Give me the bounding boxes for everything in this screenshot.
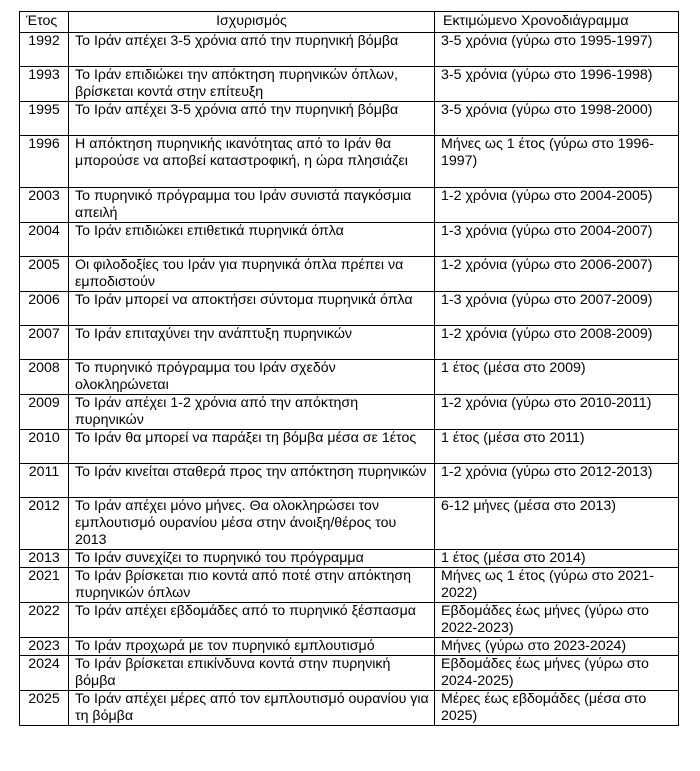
estimated-timeline-cell: 3-5 χρόνια (γύρω στο 1995-1997) [435,33,679,67]
claim-cell: Το Ιράν επιδιώκει την απόκτηση πυρηνικών όπλων, βρίσκεται κοντά στην επίτευξη [69,67,435,102]
year-cell: 2023 [20,638,69,656]
table-row [20,395,679,430]
table-row [20,603,679,638]
year-cell: 2004 [20,223,69,257]
claim-cell: Το Ιράν βρίσκεται πιο κοντά από ποτέ στην απόκτηση πυρηνικών όπλων [69,568,435,603]
year-cell: 2003 [20,188,69,223]
claim-cell: Το Ιράν συνεχίζει το πυρηνικό του πρόγραμμα [69,550,435,568]
estimated-timeline-cell: Εβδομάδες έως μήνες (γύρω στο 2022-2023) [435,603,679,638]
header-estimated-timeline: Εκτιμώμενο Χρονοδιάγραμμα [435,12,679,33]
year-cell: 2010 [20,430,69,464]
year-cell: 2005 [20,257,69,292]
estimated-timeline-cell: Μήνες (γύρω στο 2023-2024) [435,638,679,656]
estimated-timeline-cell: 3-5 χρόνια (γύρω στο 1998-2000) [435,102,679,136]
table-body [20,33,679,726]
claim-cell: Το πυρηνικό πρόγραμμα του Ιράν συνιστά παγκόσμια απειλή [69,188,435,223]
estimated-timeline-cell: 1-2 χρόνια (γύρω στο 2010-2011) [435,395,679,430]
claim-cell: Η απόκτηση πυρηνικής ικανότητας από το Ιράν θα μπορούσε να αποβεί καταστροφική, η ώρα πλησιάζει [69,136,435,188]
claim-cell: Το Ιράν απέχει 3-5 χρόνια από την πυρηνική βόμβα [69,102,435,136]
year-cell: 2021 [20,568,69,603]
table-row [20,257,679,292]
table-row [20,292,679,326]
table-row [20,67,679,102]
estimated-timeline-cell: 1-2 χρόνια (γύρω στο 2006-2007) [435,257,679,292]
table-row [20,136,679,188]
table-header-row [20,12,679,33]
table-row [20,430,679,464]
claim-cell: Το Ιράν απέχει εβδομάδες από το πυρηνικό ξέσπασμα [69,603,435,638]
table-row [20,223,679,257]
table-row [20,102,679,136]
year-cell: 1996 [20,136,69,188]
claim-cell: Το Ιράν επιδιώκει επιθετικά πυρηνικά όπλα [69,223,435,257]
year-cell: 2008 [20,360,69,395]
claim-cell: Το Ιράν κινείται σταθερά προς την απόκτηση πυρηνικών [69,464,435,498]
year-cell: 2011 [20,464,69,498]
table-row [20,656,679,691]
estimated-timeline-cell: Μέρες έως εβδομάδες (μέσα στο 2025) [435,691,679,726]
estimated-timeline-cell: Μήνες ως 1 έτος (γύρω στο 1996-1997) [435,136,679,188]
claim-cell: Το Ιράν μπορεί να αποκτήσει σύντομα πυρηνικά όπλα [69,292,435,326]
year-cell: 2024 [20,656,69,691]
claim-cell: Το Ιράν απέχει μόνο μήνες. Θα ολοκληρώσει τον εμπλουτισμό ουρανίου μέσα στην άνοιξη/θέρος του 2013 [69,498,435,550]
claim-cell: Το Ιράν απέχει 1-2 χρόνια από την απόκτηση πυρηνικών [69,395,435,430]
header-claim: Ισχυρισμός [69,12,435,33]
table-row [20,568,679,603]
estimated-timeline-cell: 1-2 χρόνια (γύρω στο 2012-2013) [435,464,679,498]
claim-cell: Το Ιράν προχωρά με τον πυρηνικό εμπλουτισμό [69,638,435,656]
table-row [20,33,679,67]
claim-cell: Το Ιράν απέχει 3-5 χρόνια από την πυρηνική βόμβα [69,33,435,67]
estimated-timeline-cell: 1 έτος (μέσα στο 2011) [435,430,679,464]
table-row [20,326,679,360]
estimated-timeline-cell: 1-3 χρόνια (γύρω στο 2004-2007) [435,223,679,257]
year-cell: 2012 [20,498,69,550]
year-cell: 1992 [20,33,69,67]
table-row [20,638,679,656]
estimated-timeline-cell: 1-3 χρόνια (γύρω στο 2007-2009) [435,292,679,326]
year-cell: 2013 [20,550,69,568]
estimated-timeline-cell: 3-5 χρόνια (γύρω στο 1996-1998) [435,67,679,102]
estimated-timeline-cell: 1-2 χρόνια (γύρω στο 2004-2005) [435,188,679,223]
timeline-table [19,11,679,726]
year-cell: 2006 [20,292,69,326]
estimated-timeline-cell: 1 έτος (μέσα στο 2009) [435,360,679,395]
estimated-timeline-cell: 6-12 μήνες (μέσα στο 2013) [435,498,679,550]
claim-cell: Οι φιλοδοξίες του Ιράν για πυρηνικά όπλα πρέπει να εμποδιστούν [69,257,435,292]
table-row [20,550,679,568]
estimated-timeline-cell: 1 έτος (μέσα στο 2014) [435,550,679,568]
year-cell: 1995 [20,102,69,136]
year-cell: 2007 [20,326,69,360]
year-cell: 1993 [20,67,69,102]
table-row [20,464,679,498]
claim-cell: Το Ιράν απέχει μέρες από τον εμπλουτισμό ουρανίου για τη βόμβα [69,691,435,726]
claim-cell: Το πυρηνικό πρόγραμμα του Ιράν σχεδόν ολοκληρώνεται [69,360,435,395]
table-row [20,691,679,726]
estimated-timeline-cell: Μήνες ως 1 έτος (γύρω στο 2021-2022) [435,568,679,603]
claim-cell: Το Ιράν θα μπορεί να παράξει τη βόμβα μέσα σε 1έτος [69,430,435,464]
year-cell: 2009 [20,395,69,430]
claim-cell: Το Ιράν βρίσκεται επικίνδυνα κοντά στην πυρηνική βόμβα [69,656,435,691]
year-cell: 2025 [20,691,69,726]
estimated-timeline-cell: Εβδομάδες έως μήνες (γύρω στο 2024-2025) [435,656,679,691]
year-cell: 2022 [20,603,69,638]
estimated-timeline-cell: 1-2 χρόνια (γύρω στο 2008-2009) [435,326,679,360]
header-year: Έτος [20,12,69,33]
table-row [20,498,679,550]
table-row [20,188,679,223]
table-row [20,360,679,395]
claim-cell: Το Ιράν επιταχύνει την ανάπτυξη πυρηνικών [69,326,435,360]
